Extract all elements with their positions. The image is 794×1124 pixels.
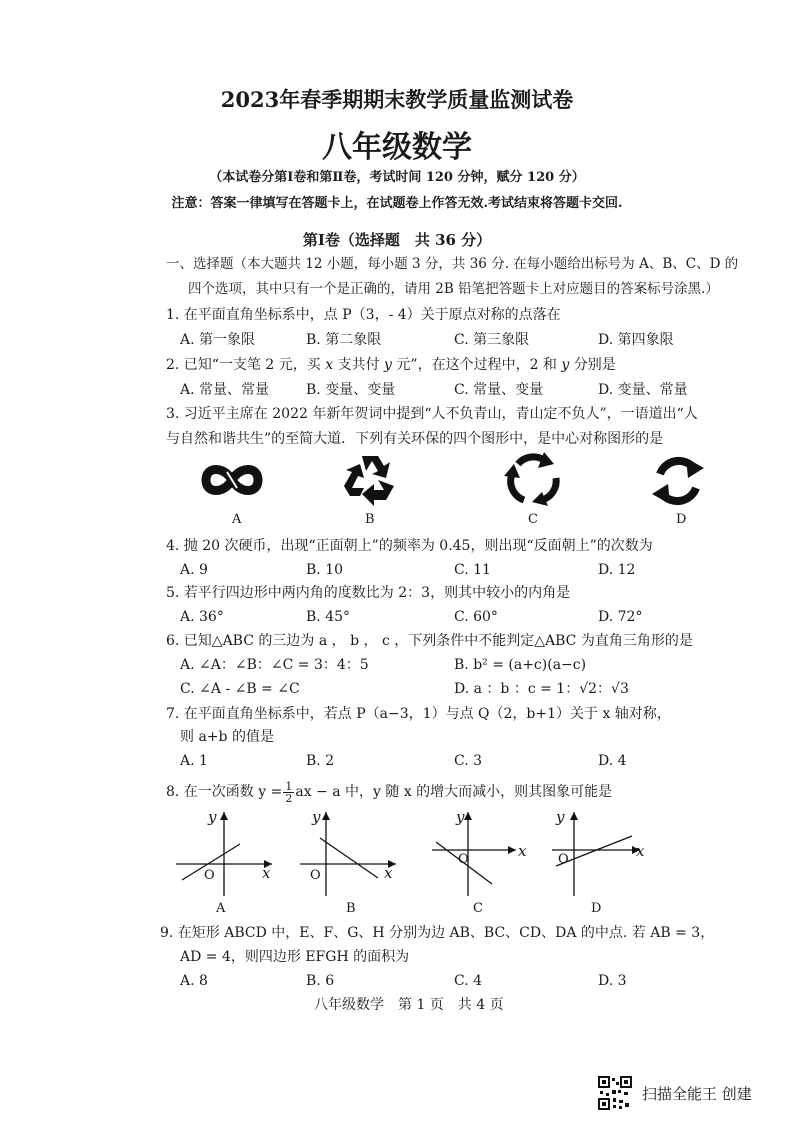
q4-option-a: A. 9 [180,562,208,578]
q1-option-b: B. 第二象限 [306,332,382,348]
q8-label-c: C [473,901,483,916]
q4-option-c: C. 11 [454,562,491,578]
q2-stem-mid: 支共付 [333,357,385,373]
q7-option-c: C. 3 [454,753,483,769]
q3-label-b: B [365,512,375,527]
q8-d-axis-y: y [556,808,565,826]
q8-graph-a [176,808,276,898]
q7-option-a: A. 1 [180,753,208,769]
q3-figure-b-recycle-icon [340,452,400,506]
q9-option-b: B. 6 [306,973,335,989]
q8-c-origin: O [458,852,469,867]
q8-a-axis-x: x [262,864,271,882]
q5-option-c: C. 60° [454,609,498,625]
q2-option-d: D. 变量、常量 [598,382,688,398]
q8-stem-post: ax − a 中，y 随 x 的增大而减小，则其图象可能是 [295,784,613,800]
q3-label-d: D [676,512,687,527]
q7-option-b: B. 2 [306,753,335,769]
q3-figure-d-rotate-arrows-icon [650,454,706,508]
q5-stem: 5. 若平行四边形中两内角的度数比为 2：3，则其中较小的内角是 [166,585,571,601]
q6-option-d: D. a ：b ：c = 1：√2：√3 [454,681,629,697]
q2-option-c: C. 常量、变量 [454,382,544,398]
section-title: 第Ⅰ卷（选择题 共 36 分） [302,231,492,249]
q9-stem-line1: 9. 在矩形 ABCD 中，E、F、G、H 分别为边 AB、BC、CD、DA 的中点. 若 AB = 3， [160,925,715,941]
q8-c-axis-x: x [518,842,527,860]
exam-notice: 注意：答案一律填写在答题卡上，在试题卷上作答无效.考试结束将答题卡交回. [171,196,623,211]
q2-stem-pre: 2. 已知“一支笔 2 元，买 [166,357,326,373]
q8-stem-pre: 8. 在一次函数 y = [166,784,283,800]
q6-option-c: C. ∠A - ∠B = ∠C [180,681,300,697]
q6-option-a: A. ∠A：∠B：∠C = 3：4：5 [180,657,369,673]
q8-b-origin: O [310,868,321,883]
q4-option-b: B. 10 [306,562,344,578]
q1-option-c: C. 第三象限 [454,332,530,348]
page-footer: 八年级数学 第 1 页 共 4 页 [314,997,504,1013]
q1-option-d: D. 第四象限 [598,332,674,348]
q3-label-c: C [528,512,538,527]
q2-stem-mid2: 元”，在这个过程中，2 和 [391,357,562,373]
exam-info: （本试卷分第Ⅰ卷和第Ⅱ卷，考试时间 120 分钟，赋分 120 分） [209,170,585,185]
q2-var-y: y [384,357,392,373]
q2-option-b: B. 变量、变量 [306,382,396,398]
q8-graph-c [432,808,532,898]
q4-option-d: D. 12 [598,562,636,578]
q2-stem [166,356,616,374]
q9-option-c: C. 4 [454,973,483,989]
q8-fraction-numerator: 1 [285,779,293,793]
q1-option-a: A. 第一象限 [180,332,256,348]
q2-stem-post: 分别是 [569,357,616,373]
q8-label-a: A [216,901,226,916]
q6-stem: 6. 已知△ABC 的三边为 a ， b ， c ，下列条件中不能判定△ABC 为直角三角形的是 [166,633,693,649]
subject-title: 八年级数学 [322,130,472,165]
q8-b-axis-y: y [312,808,321,826]
q3-stem-line1: 3. 习近平主席在 2022 年新年贺词中提到“人不负青山，青山定不负人”，一语道出“人 [166,406,698,422]
q9-option-d: D. 3 [598,973,627,989]
q8-stem [166,776,612,808]
q8-fraction [283,781,294,804]
q9-stem-line2: AD = 4，则四边形 EFGH 的面积为 [180,949,410,965]
q7-stem-line1: 7. 在平面直角坐标系中，若点 P（a−3，1）与点 Q（2，b+1）关于 x 轴对称， [166,706,671,722]
exam-title: 2023年春季期期末教学质量监测试卷 [220,87,574,112]
q3-figure-a-infinity-icon [200,458,264,502]
q5-option-d: D. 72° [598,609,643,625]
section-intro-line2: 四个选项，其中只有一个是正确的，请用 2B 铅笔把答题卡上对应题目的答案标号涂黑.） [188,281,719,297]
q3-stem-line2: 与自然和谐共生”的至简大道．下列有关环保的四个图形中，是中心对称图形的是 [166,431,664,447]
q8-a-axis-y: y [208,808,217,826]
q8-d-axis-x: x [636,842,645,860]
q2-option-a: A. 常量、常量 [180,382,270,398]
q6-option-b: B. b² = (a+c)(a−c) [454,657,587,673]
watermark-text: 扫描全能王 创建 [642,1085,752,1103]
q3-label-a: A [232,512,242,527]
q8-label-b: B [346,901,356,916]
q7-stem-line2: 则 a+b 的值是 [180,729,274,745]
q5-option-a: A. 36° [180,609,224,625]
q5-option-b: B. 45° [306,609,351,625]
q1-stem: 1. 在平面直角坐标系中，点 P（3，- 4）关于原点对称的点落在 [166,307,561,323]
q8-b-axis-x: x [384,864,393,882]
qr-code-icon [598,1076,632,1110]
q8-label-d: D [591,901,602,916]
q8-d-origin: O [558,852,569,867]
q8-a-origin: O [204,868,215,883]
q8-c-axis-y: y [456,808,465,826]
q8-fraction-denominator: 2 [285,791,293,805]
section-intro-line1: 一、选择题（本大题共 12 小题，每小题 3 分，共 36 分. 在每小题给出标号为 A、B、C、D 的 [166,256,739,272]
q3-figure-c-cycle-arrows-icon [504,452,564,508]
q9-option-a: A. 8 [180,973,208,989]
q7-option-d: D. 4 [598,753,627,769]
q2-var-x: x [325,357,334,373]
q2-var-y2: y [561,357,570,373]
q4-stem: 4. 抛 20 次硬币，出现“正面朝上”的频率为 0.45，则出现“反面朝上”的次数为 [166,538,653,554]
